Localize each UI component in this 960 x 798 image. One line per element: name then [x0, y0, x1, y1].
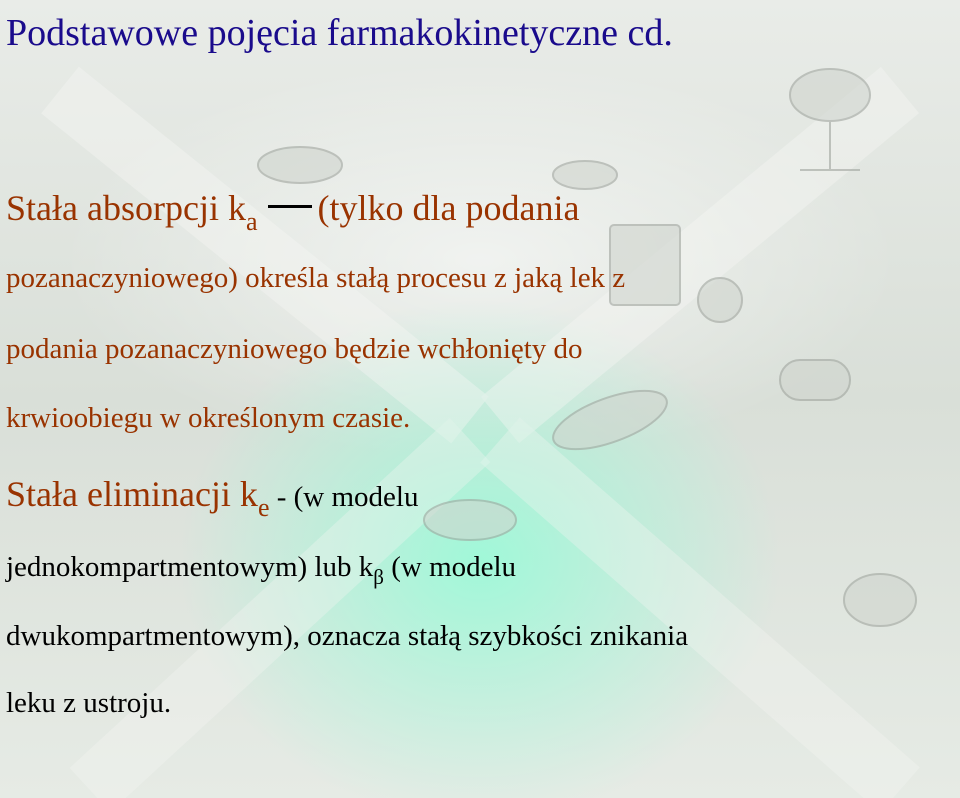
elimination-line2-pre: jednokompartmentowym) lub k: [6, 551, 374, 583]
elimination-heading: [6, 476, 418, 521]
elimination-rest: - (w modelu: [269, 481, 419, 513]
beta-subscript: β: [373, 565, 384, 589]
absorption-rest: (tylko dla podania: [317, 188, 580, 228]
slide-title: Podstawowe pojęcia farmakokinetyczne cd.: [6, 12, 673, 54]
absorption-label: Stała absorpcji k: [6, 188, 246, 228]
absorption-text-line-3: krwioobiegu w określonym czasie.: [6, 402, 411, 434]
absorption-text-line-2: podania pozanaczyniowego będzie wchłonięty do: [6, 333, 583, 365]
absorption-heading: [6, 190, 579, 235]
elimination-label: Stała eliminacji k: [6, 474, 258, 514]
elimination-subscript: e: [257, 493, 270, 522]
elimination-line2-post: (w modelu: [383, 551, 517, 583]
em-dash: [268, 205, 312, 208]
elimination-text-line-2: dwukompartmentowym), oznacza stałą szybkości znikania: [6, 620, 689, 652]
absorption-text-line-1: pozanaczyniowego) określa stałą procesu z jaką lek z: [6, 262, 626, 294]
elimination-text-line-3: leku z ustroju.: [6, 687, 172, 719]
absorption-subscript: a: [245, 207, 258, 236]
elimination-text-line-1: [6, 553, 516, 588]
